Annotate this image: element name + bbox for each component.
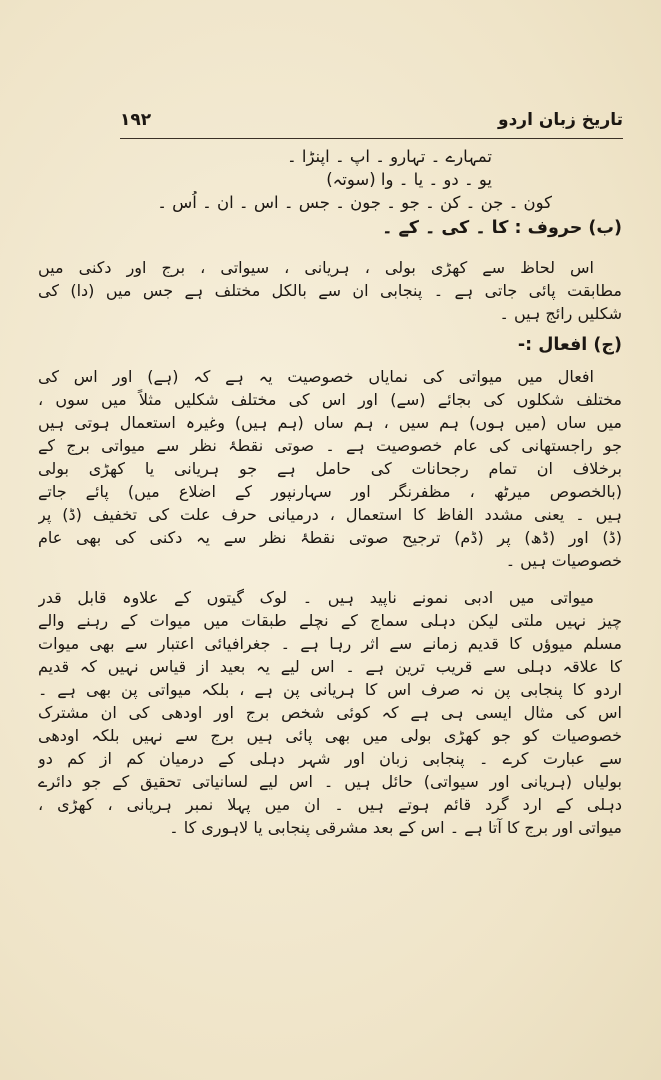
- section-j-paragraph-2: [38, 586, 622, 839]
- section-b-heading: (ب) حروف : کا ۔ کی ۔ کے ۔: [382, 218, 622, 238]
- paragraph-line: چیز نہیں ملتی لیکن دہلی سماج کے نچلے طبقات میں میوات کے رہنے والے: [38, 611, 622, 630]
- paragraph-line: کا علاقہ دہلی سے قریب ترین ہے ۔ اس لیے یہ بعید از قیاس نہیں کہ قدیم: [38, 657, 622, 676]
- paragraph-line: افعال میں میواتی کی نمایاں خصوصیت یہ ہے کہ (ہے) اور اس کی: [38, 367, 594, 386]
- paragraph-line: مسلم میوؤں کا قدیم زمانے سے اثر رہا ہے ۔ جغرافیائی اعتبار سے بھی میوات: [38, 634, 622, 653]
- word-line: یو ۔ دو ۔ یا ۔ وا (سوتہ): [326, 170, 492, 189]
- paragraph-line: ہیں ۔ یعنی مشدد الفاظ کا استعمال ، درمیانی حرف علت کی تخفیف (ڈ) پر: [38, 505, 622, 524]
- section-j-heading: (ج) افعال :-: [517, 335, 622, 355]
- paragraph-line: سے عبارت کرے ۔ پنجابی زبان اور شہر دہلی کے درمیان کم از کم دو: [38, 749, 622, 768]
- paragraph-line: اس لحاظ سے کھڑی بولی ، ہریانی ، سیواتی ، برج اور دکنی میں: [38, 258, 594, 277]
- page-number: ۱۹۲: [120, 110, 152, 130]
- paragraph-line: بولیاں (ہریانی اور سیواتی) حائل ہیں ۔ اس لیے لسانیاتی تحقیق کے جو دائرے: [38, 772, 622, 791]
- running-title: تاریخ زبان اردو: [498, 110, 623, 130]
- word-line: کون ۔ جن ۔ کن ۔ جو ۔ جون ۔ جس ۔ اس ۔ ان ۔ اُس ۔: [157, 193, 552, 212]
- paragraph-line: (بالخصوص میرٹھ ، مظفرنگر اور سہارنپور کے اضلاع میں) پائے جاتے: [38, 482, 622, 501]
- paragraph-line: خصوصیات ہیں ۔: [505, 551, 622, 570]
- paragraph-line: میواتی اور برج کا آتا ہے ۔ اس کے بعد مشرقی پنجابی یا لاہوری کا ۔: [169, 818, 622, 837]
- paragraph-line: (ڈ) اور (ڈھ) پر (ڈم) ترجیح صوتی نقطۂ نظر سے یہ دکنی کی بھی عام: [38, 528, 622, 547]
- paragraph-line: مطابقت پائی جاتی ہے ۔ پنجابی ان سے بالکل مختلف ہے جس میں (دا) کی: [38, 281, 622, 300]
- paragraph-line: میواتی میں ادبی نمونے ناپید ہیں ۔ لوک گیتوں کے علاوہ قابل قدر: [38, 588, 594, 607]
- paragraph-line: میں ساں (میں ہوں) ہم سیں ، ہم ساں (ہم ہیں) وغیرہ استعمال ہوتی ہیں: [38, 413, 622, 432]
- word-line: تمہارے ۔ تہارو ۔ اپ ۔ اپنڑا ۔: [286, 147, 492, 166]
- paragraph-line: جو راجستھانی کی عام خصوصیت ہے ۔ صوتی نقطۂ نظر سے میواتی برج کے: [38, 436, 622, 455]
- word-list: [38, 145, 622, 214]
- paragraph-line: اس کی مثال ایسی ہی ہے کہ کوئی شخص برج اور اودھی کی ان مشترک: [38, 703, 622, 722]
- paragraph-line: برخلاف ان تمام رجحانات کی حامل ہے جو ہریانی یا کھڑی بولی: [38, 459, 622, 478]
- page-body: [38, 145, 622, 839]
- page-header: [120, 108, 623, 139]
- paragraph-line: خصوصیات کو جو کھڑی بولی میں بھی پائی ہیں برج سے نہیں بلکہ اودھی: [38, 726, 622, 745]
- paragraph-line: مختلف شکلوں کی بجائے (سے) اور اس کی مختلف شکلیں مثلاً میں سوں ،: [38, 390, 622, 409]
- paragraph-line: دہلی کے ارد گرد قائم ہوتے ہیں ۔ ان میں پہلا نمبر ہریانی ، کھڑی ،: [38, 795, 622, 814]
- paragraph-line: شکلیں رائج ہیں ۔: [499, 304, 622, 323]
- paragraph-line: اردو کا پنجابی پن نہ صرف اس کا ہریانی پن ہے ، بلکہ میواتی پن بھی ہے ۔: [38, 680, 622, 699]
- section-b-paragraph: [38, 256, 622, 325]
- section-j-paragraph-1: [38, 365, 622, 572]
